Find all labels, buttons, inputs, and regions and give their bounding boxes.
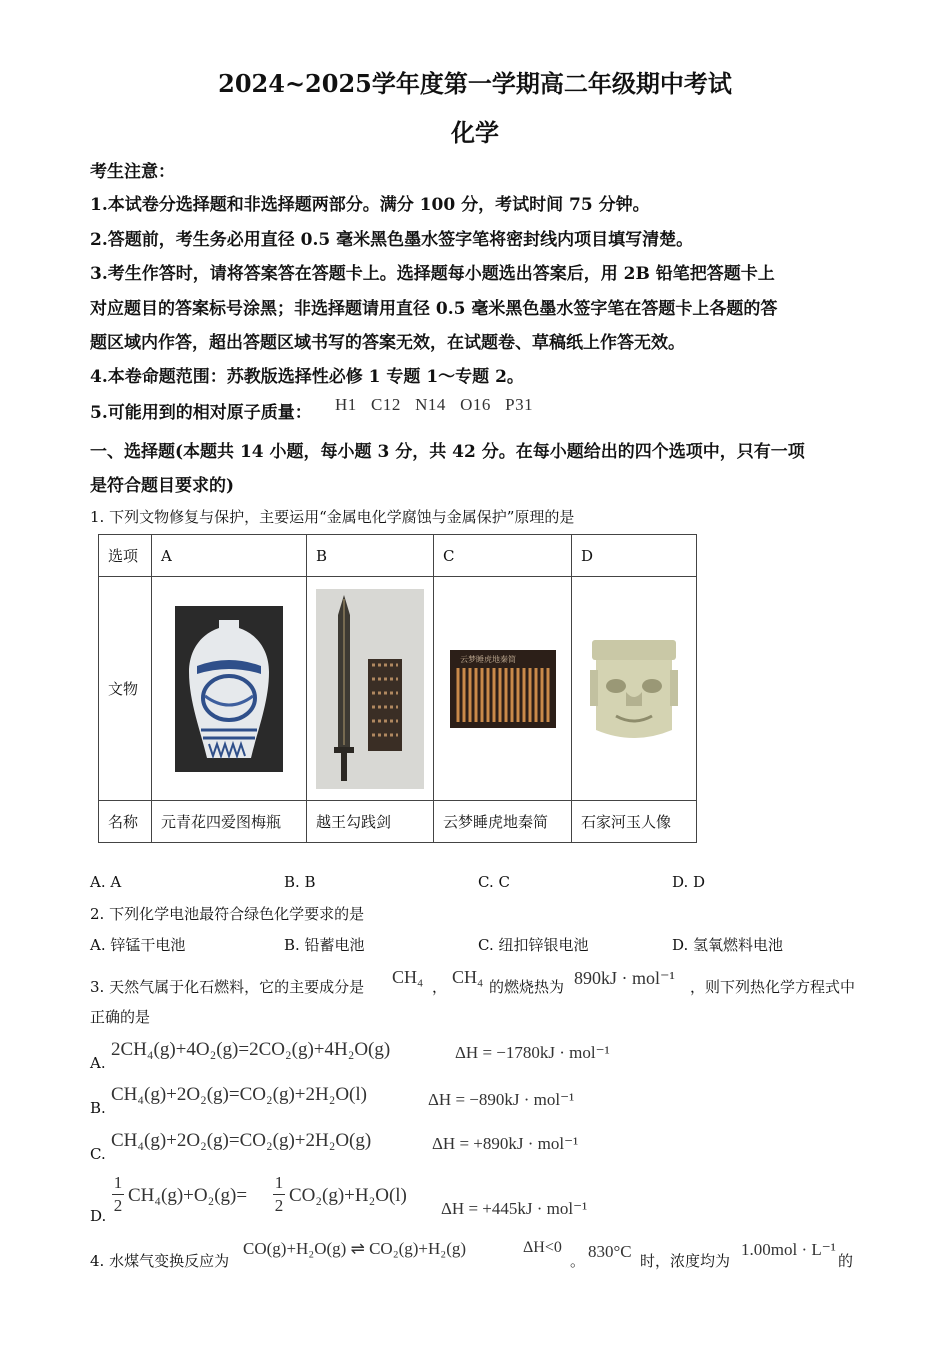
notice-item-3: 3.考生作答时，请将答案答在答题卡上。选择题每小题选出答案后，用 2B 铅笔把答题卡上	[90, 264, 775, 284]
q3-ch4-2: CH₄	[452, 967, 484, 987]
sword-image	[316, 589, 424, 789]
q3-stem-line2: 正确的是	[90, 1008, 151, 1026]
q4-stem-a: 4. 水煤气变换反应为	[90, 1252, 230, 1270]
artifact-table	[98, 534, 697, 843]
section-heading-cont: 是符合题目要求的)	[90, 476, 235, 496]
q1-stem: 1. 下列文物修复与保护，主要运用“金属电化学腐蚀与金属保护”原理的是	[90, 508, 575, 526]
notice-item-5: 5.可能用到的相对原子质量：	[90, 403, 312, 423]
q3-stem-c: ，则下列热化学方程式中	[690, 978, 856, 996]
q1-choice-c: C. C	[478, 873, 510, 891]
q4-stem-b: 。	[570, 1252, 586, 1270]
q2-choice-b: B. 铅蓄电池	[284, 936, 365, 954]
q3-option-d-dh: ΔH = +445kJ · mol⁻¹	[441, 1199, 588, 1218]
name-a: 元青花四爱图梅瓶	[152, 801, 307, 843]
q1-choice-a: A. A	[90, 873, 122, 891]
q4-stem-c: 时，浓度均为	[640, 1252, 731, 1270]
q3-option-a-dh: ΔH = −1780kJ · mol⁻¹	[455, 1043, 610, 1062]
q3-stem-a: 3. 天然气属于化石燃料，它的主要成分是	[90, 978, 365, 996]
q2-choice-c: C. 纽扣锌银电池	[478, 936, 589, 954]
q3-option-d-frac2	[273, 1172, 285, 1217]
q2-choice-a: A. 锌锰干电池	[90, 936, 186, 954]
name-d: 石家河玉人像	[572, 801, 697, 843]
meiping-vase-icon	[175, 606, 283, 772]
vase-image	[161, 606, 297, 772]
q3-option-d-eq-a: CH₄(g)+O₂(g)=	[128, 1185, 248, 1206]
notice-item-1: 1.本试卷分选择题和非选择题两部分。满分 100 分，考试时间 75 分钟。	[90, 195, 650, 215]
q4-temp: 830°C	[588, 1242, 632, 1261]
option-a-header: A	[152, 535, 307, 577]
q3-comma: ，	[432, 978, 448, 996]
q1-choice-d: D. D	[672, 873, 706, 891]
exam-title: 2024~2025学年度第一学期高二年级期中考试	[218, 69, 732, 98]
q4-stem-d: 的	[838, 1252, 854, 1270]
q3-option-d-frac1	[112, 1172, 124, 1217]
frac-num: 1	[113, 1173, 123, 1192]
q3-option-b-label: B.	[90, 1099, 106, 1117]
notice-item-3-cont: 对应题目的答案标号涂黑；非选择题请用直径 0.5 毫米黑色墨水签字笔在答题卡上各题的答	[90, 299, 778, 319]
q3-option-b-eq: CH₄(g)+2O₂(g)=CO₂(g)+2H₂O(l)	[111, 1084, 367, 1105]
artifact-b-cell	[307, 577, 434, 801]
notice-item-3-end: 题区域内作答，超出答题区域书写的答案无效，在试题卷、草稿纸上作答无效。	[90, 333, 685, 353]
q4-dh: ΔH<0	[523, 1239, 562, 1256]
frac-den: 2	[113, 1196, 123, 1215]
q1-choice-b: B. B	[284, 873, 316, 891]
section-heading: 一、选择题(本题共 14 小题，每小题 3 分，共 42 分。在每小题给出的四个选项中，只有一项	[90, 442, 805, 462]
name-c: 云梦睡虎地秦简	[434, 801, 572, 843]
jade-figure-image	[581, 630, 687, 748]
q2-stem: 2. 下列化学电池最符合绿色化学要求的是	[90, 905, 365, 923]
artifact-row-label: 文物	[99, 577, 152, 801]
q3-ch4-1: CH₄	[392, 967, 424, 987]
q3-option-a-eq: 2CH₄(g)+4O₂(g)=2CO₂(g)+4H₂O(g)	[111, 1039, 391, 1060]
q3-option-d-eq-b: CO₂(g)+H₂O(l)	[289, 1185, 407, 1206]
bronze-sword-icon	[316, 589, 424, 789]
frac-num-2: 1	[274, 1173, 284, 1192]
notice-item-4: 4.本卷命题范围：苏教版选择性必修 1 专题 1～专题 2。	[90, 367, 524, 387]
name-row-label: 名称	[99, 801, 152, 843]
name-b: 越王勾践剑	[307, 801, 434, 843]
subject-title: 化学	[451, 118, 499, 147]
jade-figure-icon	[586, 630, 682, 748]
q3-option-c-label: C.	[90, 1145, 106, 1163]
option-c-header: C	[434, 535, 572, 577]
bamboo-slips-image	[443, 650, 562, 728]
q3-option-c-dh: ΔH = +890kJ · mol⁻¹	[432, 1134, 579, 1153]
atomic-masses: H1 C12 N14 O16 P31	[335, 395, 534, 414]
notice-item-2: 2.答题前，考生务必用直径 0.5 毫米黑色墨水签字笔将密封线内项目填写清楚。	[90, 230, 694, 250]
q4-eq: CO(g)+H₂O(g) ⇌ CO₂(g)+H₂(g)	[243, 1239, 467, 1258]
option-d-header: D	[572, 535, 697, 577]
artifact-d-cell	[572, 577, 697, 801]
q3-option-d-label: D.	[90, 1207, 107, 1225]
slips-caption: 云梦睡虎地秦简	[459, 654, 516, 664]
q4-conc: 1.00mol · L⁻¹	[741, 1240, 836, 1259]
option-b-header: B	[307, 535, 434, 577]
table-header-label: 选项	[99, 535, 152, 577]
q3-stem-b: 的燃烧热为	[489, 978, 565, 996]
q3-option-b-dh: ΔH = −890kJ · mol⁻¹	[428, 1090, 575, 1109]
artifact-c-cell	[434, 577, 572, 801]
artifact-a-cell	[152, 577, 307, 801]
bamboo-slips-icon	[450, 650, 556, 728]
q3-option-a-label: A.	[90, 1054, 106, 1072]
frac-den-2: 2	[274, 1196, 284, 1215]
q3-heat: 890kJ · mol⁻¹	[574, 968, 675, 988]
notice-heading: 考生注意：	[90, 162, 175, 182]
q2-choice-d: D. 氢氧燃料电池	[672, 936, 784, 954]
q3-option-c-eq: CH₄(g)+2O₂(g)=CO₂(g)+2H₂O(g)	[111, 1130, 372, 1151]
